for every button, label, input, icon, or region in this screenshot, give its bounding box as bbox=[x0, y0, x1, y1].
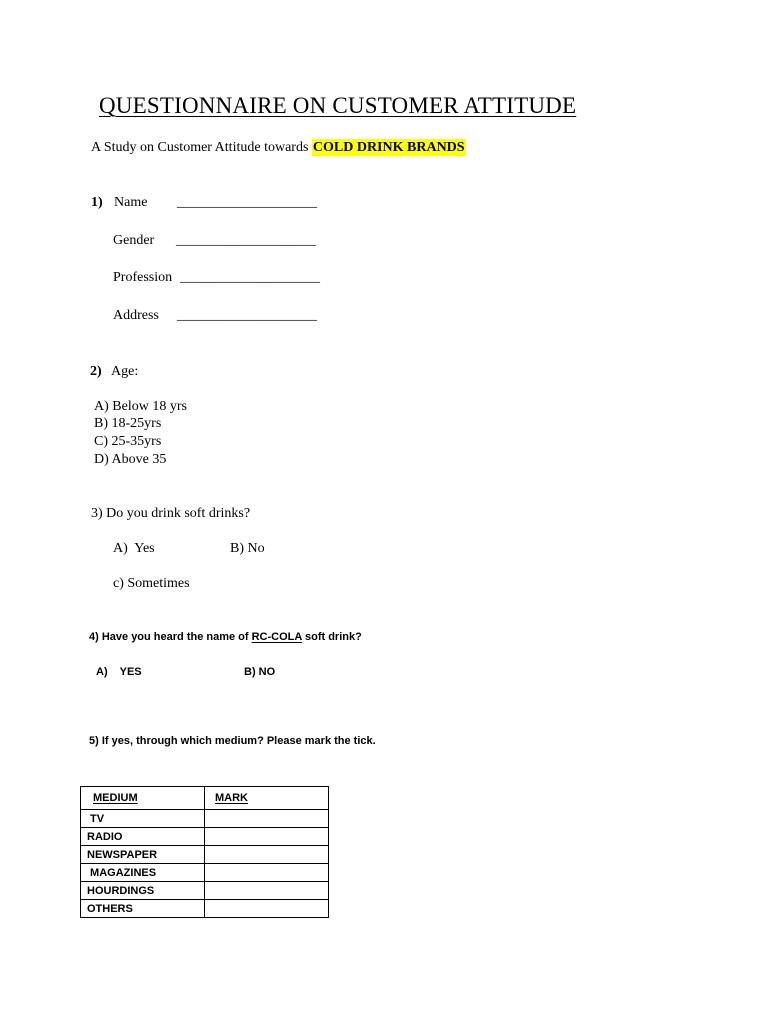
medium-magazines: MAGAZINES bbox=[81, 864, 205, 882]
q4-text-before: 4) Have you heard the name of bbox=[89, 631, 252, 643]
header-mark bbox=[205, 787, 329, 810]
q2-number: 2) bbox=[90, 364, 102, 379]
q2-option-d: D) Above 35 bbox=[94, 452, 167, 467]
q2-option-a: A) Below 18 yrs bbox=[94, 399, 187, 414]
table-row bbox=[81, 846, 329, 864]
q5-text: 5) If yes, through which medium? Please mark the tick. bbox=[89, 735, 376, 747]
q1-number: 1) bbox=[91, 195, 103, 210]
q1-profession-label: Profession bbox=[113, 270, 173, 285]
q1-address-label: Address bbox=[113, 308, 159, 323]
mark-cell-others[interactable] bbox=[205, 900, 329, 918]
q3-option-no: B) No bbox=[230, 541, 265, 556]
page-title: QUESTIONNAIRE ON CUSTOMER ATTITUDE bbox=[99, 93, 577, 118]
medium-hourdings: HOURDINGS bbox=[81, 882, 205, 900]
medium-radio: RADIO bbox=[81, 828, 205, 846]
medium-table bbox=[80, 786, 329, 918]
table-header-row bbox=[81, 787, 329, 810]
q3-option-yes: A) Yes bbox=[113, 541, 155, 556]
highlighted-topic: COLD DRINK BRANDS bbox=[312, 140, 465, 155]
q2-text: Age: bbox=[111, 364, 139, 379]
q3-text: 3) Do you drink soft drinks? bbox=[91, 506, 251, 521]
q2-option-b: B) 18-25yrs bbox=[94, 416, 162, 431]
table-row bbox=[81, 828, 329, 846]
mark-cell-radio[interactable] bbox=[205, 828, 329, 846]
header-medium-label: MEDIUM bbox=[93, 792, 138, 804]
q1-profession-blank: ____________________ bbox=[180, 270, 320, 285]
mark-cell-hourdings[interactable] bbox=[205, 882, 329, 900]
q4-option-yes: A) YES bbox=[96, 666, 142, 678]
q4-text bbox=[89, 631, 362, 643]
mark-cell-tv[interactable] bbox=[205, 810, 329, 828]
mark-cell-newspaper[interactable] bbox=[205, 846, 329, 864]
medium-newspaper: NEWSPAPER bbox=[81, 846, 205, 864]
table-row bbox=[81, 864, 329, 882]
medium-tv: TV bbox=[81, 810, 205, 828]
q3-option-sometimes: c) Sometimes bbox=[113, 576, 190, 591]
table-row bbox=[81, 900, 329, 918]
q4-brand: RC-COLA bbox=[251, 631, 302, 643]
q1-gender-blank: ____________________ bbox=[176, 233, 316, 248]
q1-gender-label: Gender bbox=[113, 233, 155, 248]
header-medium bbox=[81, 787, 205, 810]
q4-option-no: B) NO bbox=[244, 666, 276, 678]
subtitle bbox=[91, 140, 466, 156]
table-row bbox=[81, 882, 329, 900]
q1-address-blank: ____________________ bbox=[177, 308, 317, 323]
q2-option-c: C) 25-35yrs bbox=[94, 434, 162, 449]
q4-text-after: soft drink? bbox=[301, 631, 362, 643]
q1-name-blank: ____________________ bbox=[177, 195, 317, 210]
table-row bbox=[81, 810, 329, 828]
header-mark-label: MARK bbox=[215, 792, 248, 804]
medium-others: OTHERS bbox=[81, 900, 205, 918]
subtitle-text: A Study on Customer Attitude towards bbox=[91, 140, 312, 155]
mark-cell-magazines[interactable] bbox=[205, 864, 329, 882]
q1-name-label: Name bbox=[114, 195, 148, 210]
